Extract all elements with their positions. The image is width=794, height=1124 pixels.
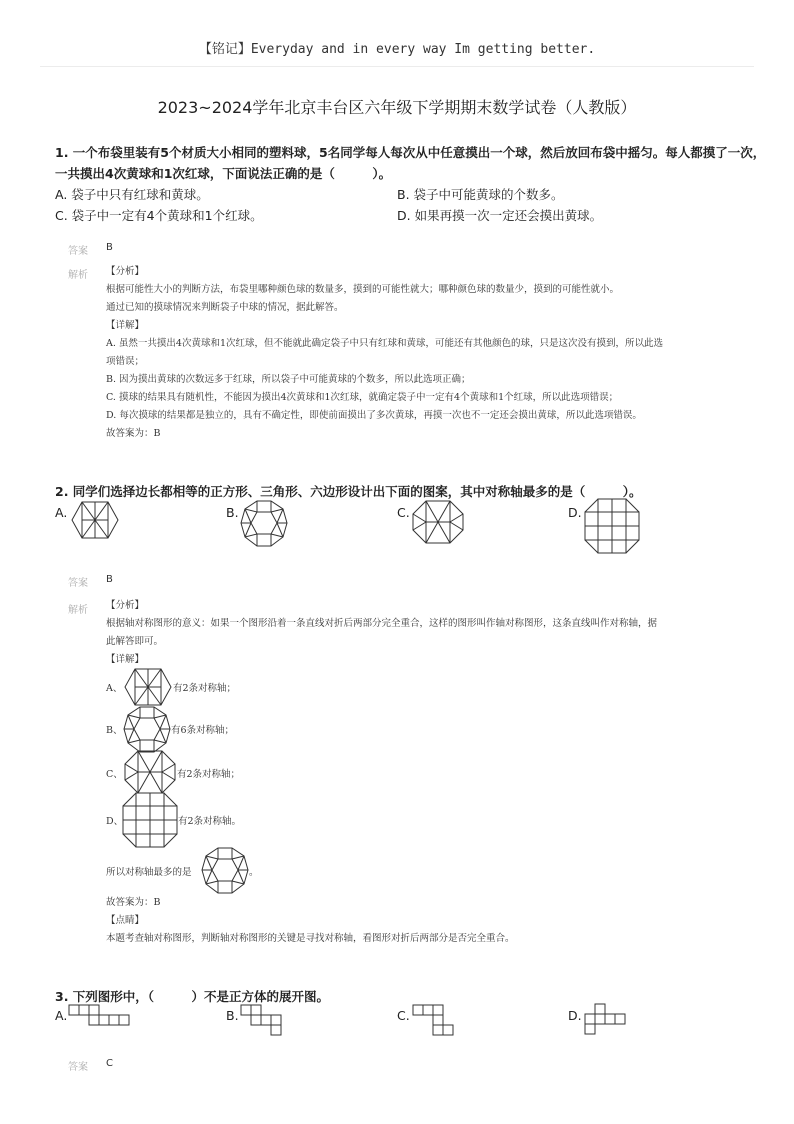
q2-detail-d-prefix: D、 bbox=[106, 816, 124, 827]
q3-option-b-letter: B. bbox=[226, 1008, 239, 1023]
q1-analysis bbox=[106, 263, 663, 443]
q2-analysis-label: 解析 bbox=[68, 605, 88, 616]
q2-detail-c-suffix: 有2条对称轴； bbox=[177, 769, 241, 780]
q2-final-answer: 故答案为：B bbox=[106, 897, 161, 908]
q1-analysis-line: 故答案为：B bbox=[106, 428, 161, 439]
header-motto: 【铭记】Everyday and in every way Im getting better. bbox=[198, 42, 596, 57]
q3-answer-value: C bbox=[106, 1058, 113, 1069]
q3-option-d-letter: D. bbox=[568, 1008, 582, 1023]
q2-detail-b-prefix: B、 bbox=[106, 725, 123, 736]
q2-analysis-line: 【详解】 bbox=[106, 654, 145, 665]
q2-dianjing-text: 本题考查轴对称图形，判断轴对称图形的关键是寻找对称轴，看图形对折后两部分是否完全重合。 bbox=[106, 933, 515, 944]
q2-dianjing-title: 【点睛】 bbox=[106, 915, 145, 926]
q2-answer-value: B bbox=[106, 574, 113, 585]
q2-figure-a bbox=[70, 500, 120, 540]
q1-analysis-line: 根据可能性大小的判断方法，布袋里哪种颜色球的数量多，摸到的可能性就大；哪种颜色球的数量少，摸到的可能性就小。 bbox=[106, 284, 620, 295]
q2-detail-figure-c bbox=[124, 750, 176, 794]
q2-detail-a-prefix: A、 bbox=[106, 683, 123, 694]
q2-option-c-letter: C. bbox=[397, 505, 410, 520]
q1-stem-line1: 1. 一个布袋里装有5个材质大小相同的塑料球，5名同学每人每次从中任意摸出一个球，然后放回布袋中摇匀。每人都摸了一次， bbox=[55, 145, 766, 160]
q2-analysis-line: 【分析】 bbox=[106, 600, 145, 611]
q2-conclusion-figure bbox=[201, 847, 249, 895]
q1-option-b: B. 袋子中可能黄球的个数多。 bbox=[397, 187, 564, 202]
q3-figure-c bbox=[412, 1004, 454, 1038]
q3-option-a-letter: A. bbox=[55, 1008, 68, 1023]
q1-analysis-line: B. 因为摸出黄球的次数远多于红球，所以袋子中可能黄球的个数多，所以此选项正确； bbox=[106, 374, 471, 385]
q2-analysis-line: 此解答即可。 bbox=[106, 636, 164, 647]
q2-option-d-letter: D. bbox=[568, 505, 582, 520]
q2-figure-d bbox=[584, 498, 640, 556]
q2-analysis-line: 根据轴对称图形的意义：如果一个图形沿着一条直线对折后两部分完全重合，这样的图形叫作轴对称图形，这条直线叫作对称轴，据 bbox=[106, 618, 658, 629]
q1-option-c: C. 袋子中一定有4个黄球和1个红球。 bbox=[55, 208, 263, 223]
q3-answer-label: 答案 bbox=[68, 1062, 88, 1073]
q2-detail-a-suffix: 有2条对称轴； bbox=[173, 683, 237, 694]
q2-figure-b bbox=[240, 500, 288, 548]
q3-option-c-letter: C. bbox=[397, 1008, 410, 1023]
q2-detail-b-suffix: 有6条对称轴； bbox=[171, 725, 235, 736]
q2-detail-figure-a bbox=[123, 667, 173, 707]
q1-analysis-line: 项错误； bbox=[106, 356, 145, 367]
q2-detail-figure-b bbox=[123, 706, 171, 754]
q3-stem: 3. 下列图形中，（ ）不是正方体的展开图。 bbox=[55, 989, 330, 1004]
q2-figure-c bbox=[412, 500, 464, 544]
page-title: 2023~2024学年北京丰台区六年级下学期期末数学试卷（人教版） bbox=[157, 98, 637, 117]
header-divider bbox=[40, 66, 754, 67]
q1-option-a: A. 袋子中只有红球和黄球。 bbox=[55, 187, 209, 202]
q2-conclusion-suffix: 。 bbox=[249, 867, 259, 878]
q1-analysis-label: 解析 bbox=[68, 270, 88, 281]
q1-stem-line2: 一共摸出4次黄球和1次红球，下面说法正确的是（ ）。 bbox=[55, 166, 392, 181]
q2-option-a-letter: A. bbox=[55, 505, 68, 520]
q2-analysis-end bbox=[106, 894, 515, 948]
q1-analysis-line: 【详解】 bbox=[106, 320, 145, 331]
q1-analysis-line: D. 每次摸球的结果都是独立的，具有不确定性，即使前面摸出了多次黄球，再摸一次也不一定还会摸出黄球，所以此选项错误。 bbox=[106, 410, 642, 421]
q3-figure-b bbox=[240, 1004, 290, 1038]
q2-answer-label: 答案 bbox=[68, 578, 88, 589]
q2-conclusion-prefix: 所以对称轴最多的是 bbox=[106, 867, 192, 878]
q1-analysis-line: 通过已知的摸球情况来判断袋子中球的情况，据此解答。 bbox=[106, 302, 344, 313]
q3-figure-a bbox=[68, 1004, 130, 1028]
q1-analysis-line: A. 虽然一共摸出4次黄球和1次红球，但不能就此确定袋子中只有红球和黄球，可能还有其他颜色的球，只是这次没有摸到，所以此选 bbox=[106, 338, 663, 349]
q2-analysis-intro bbox=[106, 597, 657, 669]
q2-detail-figure-d bbox=[122, 792, 178, 850]
q3-figure-d bbox=[584, 1003, 634, 1039]
q1-answer-label: 答案 bbox=[68, 246, 88, 257]
q2-stem: 2. 同学们选择边长都相等的正方形、三角形、六边形设计出下面的图案，其中对称轴最多的是（ ）。 bbox=[55, 484, 642, 499]
q2-detail-d-suffix: 有2条对称轴。 bbox=[178, 816, 242, 827]
q1-answer-value: B bbox=[106, 242, 113, 253]
q1-analysis-line: 【分析】 bbox=[106, 266, 145, 277]
q2-detail-c-prefix: C、 bbox=[106, 769, 123, 780]
q2-option-b-letter: B. bbox=[226, 505, 239, 520]
q1-analysis-line: C. 摸球的结果具有随机性，不能因为摸出4次黄球和1次红球，就确定袋子中一定有4个黄球和1个红球，所以此选项错误； bbox=[106, 392, 619, 403]
q1-option-d: D. 如果再摸一次一定还会摸出黄球。 bbox=[397, 208, 603, 223]
